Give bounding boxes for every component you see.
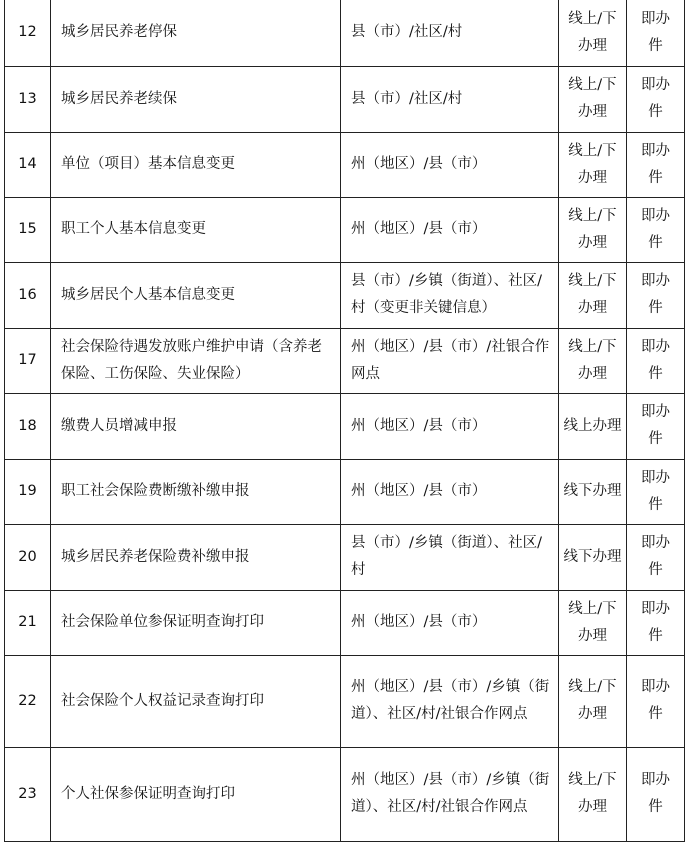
row-number: 17 (5, 328, 51, 393)
row-number: 15 (5, 197, 51, 262)
handling-mode: 线上/下办理 (559, 197, 627, 262)
row-number: 13 (5, 66, 51, 132)
handling-level: 县（市）/乡镇（街道）、社区/村 (341, 524, 559, 590)
time-limit: 即办件 (627, 747, 685, 841)
time-limit: 即办件 (627, 459, 685, 524)
service-item: 社会保险个人权益记录查询打印 (51, 655, 341, 747)
time-limit: 即办件 (627, 132, 685, 197)
handling-level: 州（地区）/县（市）/乡镇（街道）、社区/村/社银合作网点 (341, 747, 559, 841)
service-item: 城乡居民养老续保 (51, 66, 341, 132)
handling-mode: 线下办理 (559, 459, 627, 524)
row-number: 18 (5, 393, 51, 459)
handling-mode: 线上/下办理 (559, 0, 627, 66)
handling-level: 州（地区）/县（市） (341, 197, 559, 262)
service-item: 城乡居民养老保险费补缴申报 (51, 524, 341, 590)
service-item: 社会保险单位参保证明查询打印 (51, 590, 341, 655)
handling-level: 州（地区）/县（市） (341, 590, 559, 655)
handling-mode: 线上/下办理 (559, 132, 627, 197)
row-number: 22 (5, 655, 51, 747)
handling-level: 州（地区）/县（市） (341, 132, 559, 197)
table-row (5, 655, 685, 747)
service-item: 单位（项目）基本信息变更 (51, 132, 341, 197)
table-row (5, 132, 685, 197)
table-row (5, 747, 685, 841)
time-limit: 即办件 (627, 655, 685, 747)
service-item: 职工个人基本信息变更 (51, 197, 341, 262)
table-row (5, 66, 685, 132)
time-limit: 即办件 (627, 328, 685, 393)
service-item: 城乡居民个人基本信息变更 (51, 262, 341, 328)
handling-mode: 线上/下办理 (559, 590, 627, 655)
time-limit: 即办件 (627, 393, 685, 459)
row-number: 20 (5, 524, 51, 590)
row-number: 23 (5, 747, 51, 841)
service-item: 职工社会保险费断缴补缴申报 (51, 459, 341, 524)
service-item: 个人社保参保证明查询打印 (51, 747, 341, 841)
time-limit: 即办件 (627, 66, 685, 132)
table-row (5, 393, 685, 459)
row-number: 19 (5, 459, 51, 524)
table-row (5, 197, 685, 262)
service-table (4, 0, 685, 842)
handling-mode: 线上/下办理 (559, 655, 627, 747)
time-limit: 即办件 (627, 524, 685, 590)
handling-level: 县（市）/社区/村 (341, 66, 559, 132)
row-number: 21 (5, 590, 51, 655)
service-item: 缴费人员增减申报 (51, 393, 341, 459)
table-row (5, 0, 685, 66)
table-row (5, 524, 685, 590)
row-number: 16 (5, 262, 51, 328)
service-item: 社会保险待遇发放账户维护申请（含养老保险、工伤保险、失业保险） (51, 328, 341, 393)
table-row (5, 590, 685, 655)
handling-level: 州（地区）/县（市）/乡镇（街道）、社区/村/社银合作网点 (341, 655, 559, 747)
handling-mode: 线上办理 (559, 393, 627, 459)
handling-mode: 线下办理 (559, 524, 627, 590)
handling-level: 州（地区）/县（市） (341, 459, 559, 524)
row-number: 14 (5, 132, 51, 197)
handling-mode: 线上/下办理 (559, 747, 627, 841)
handling-mode: 线上/下办理 (559, 328, 627, 393)
table-row (5, 459, 685, 524)
time-limit: 即办件 (627, 197, 685, 262)
row-number: 12 (5, 0, 51, 66)
handling-level: 州（地区）/县（市）/社银合作网点 (341, 328, 559, 393)
time-limit: 即办件 (627, 590, 685, 655)
time-limit: 即办件 (627, 262, 685, 328)
table-row (5, 328, 685, 393)
handling-level: 县（市）/乡镇（街道）、社区/村（变更非关键信息） (341, 262, 559, 328)
handling-mode: 线上/下办理 (559, 66, 627, 132)
service-item: 城乡居民养老停保 (51, 0, 341, 66)
handling-level: 县（市）/社区/村 (341, 0, 559, 66)
time-limit: 即办件 (627, 0, 685, 66)
handling-mode: 线上/下办理 (559, 262, 627, 328)
table-row (5, 262, 685, 328)
handling-level: 州（地区）/县（市） (341, 393, 559, 459)
